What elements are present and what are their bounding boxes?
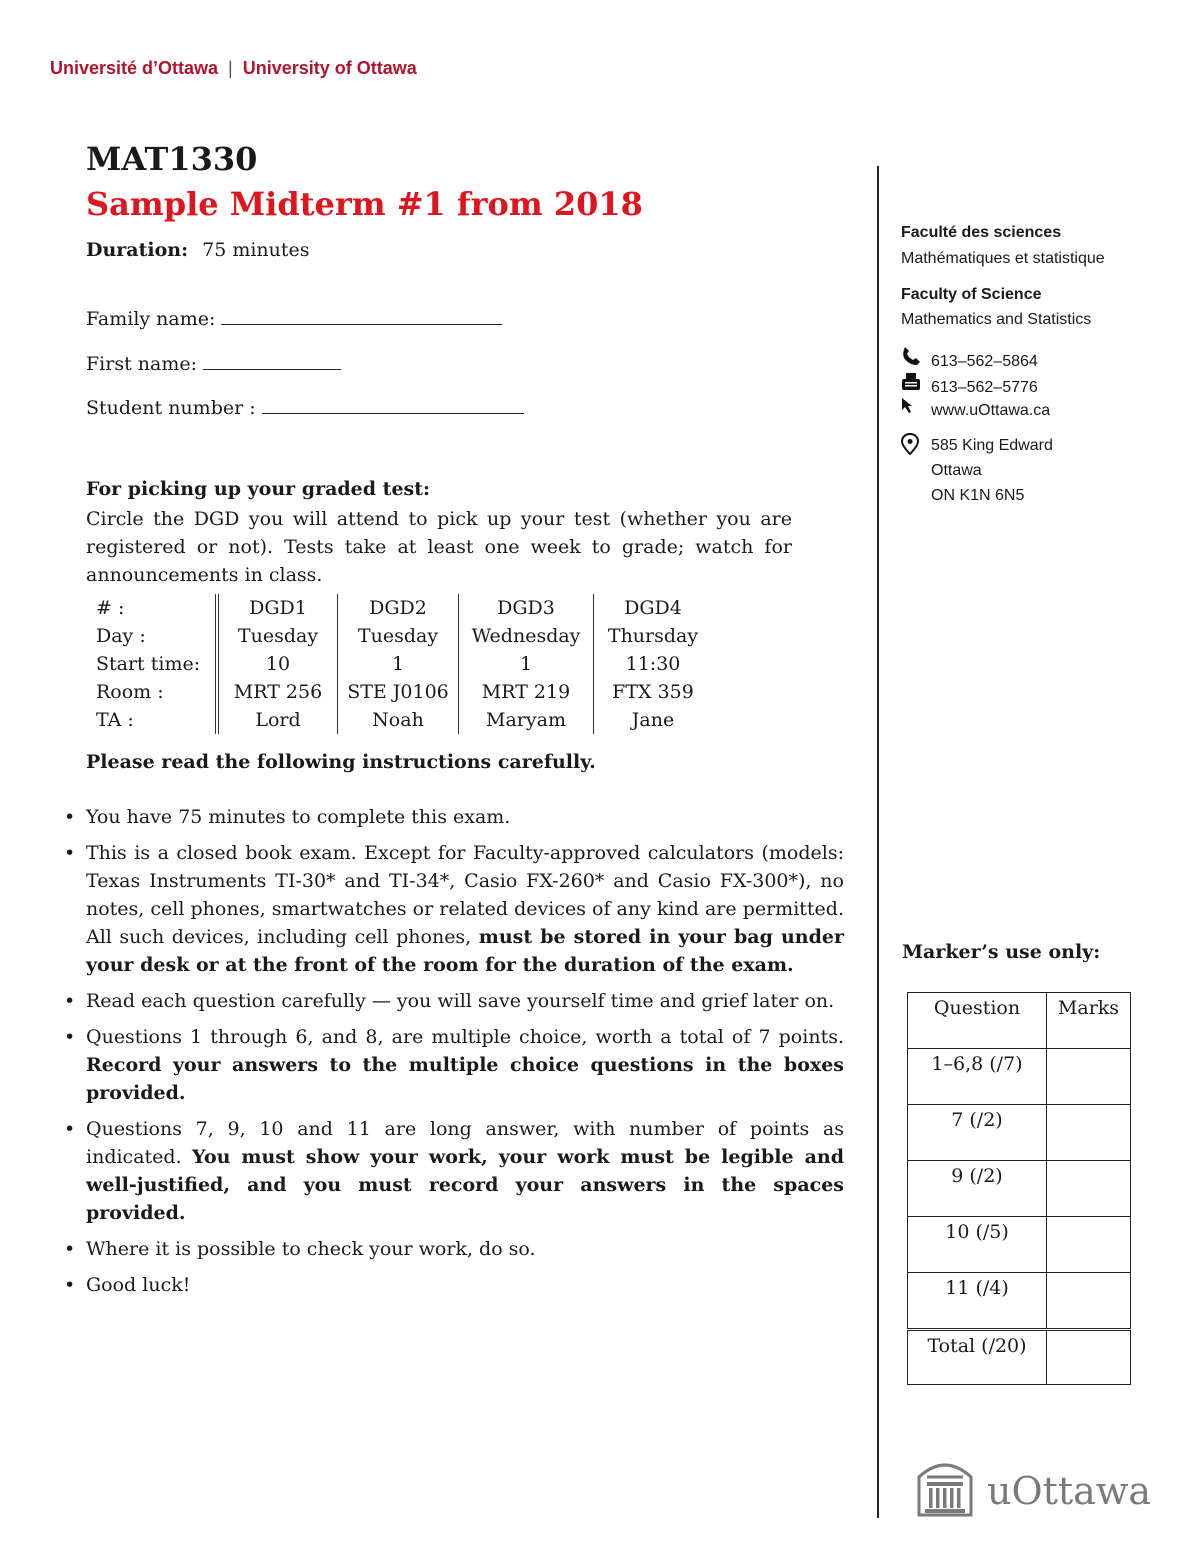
first-name-field [86, 351, 341, 375]
faculty-fr-dept: Mathématiques et statistique [901, 250, 1105, 267]
instructions-heading: Please read the following instructions carefully. [86, 751, 596, 773]
column-header-question: Question [908, 993, 1047, 1049]
list-item [62, 1235, 844, 1263]
phone-number: 613–562–5864 [931, 353, 1038, 370]
header-separator: | [228, 58, 233, 78]
table-cell: Thursday [607, 625, 699, 647]
instruction-bold: You must show your work, your work must be legible and well-justified, and you must record your answers in the spaces provided. [86, 1146, 844, 1224]
uottawa-building-logo [915, 1504, 975, 1523]
column-divider [877, 166, 879, 1518]
marks-cell[interactable] [1047, 1161, 1131, 1217]
postal-address [931, 433, 1053, 508]
cursor-icon [901, 397, 931, 420]
table-cell: Wednesday [459, 622, 594, 650]
fax-number: 613–562–5776 [931, 379, 1038, 396]
duration-label: Duration: [86, 239, 189, 261]
dgd-table [88, 594, 712, 734]
table-row [88, 650, 712, 678]
list-item [62, 1271, 844, 1299]
list-item [62, 839, 844, 979]
uottawa-logo [915, 1455, 1152, 1523]
faculty-fr-title: Faculté des sciences [901, 224, 1062, 241]
pickup-instructions: Circle the DGD you will attend to pick up your test (whether you are registered or not). Tests take at least one week to grade; watch for announcements in class. [86, 508, 792, 586]
location-pin-icon [901, 433, 931, 463]
instruction-text: Good luck! [86, 1274, 191, 1296]
table-row [908, 1105, 1131, 1161]
table-cell: 1 [459, 650, 594, 678]
question-cell: 11 (/4) [908, 1273, 1047, 1330]
row-label: # : [88, 594, 217, 622]
list-item [62, 1115, 844, 1227]
instruction-text: Read each question carefully — you will save yourself time and grief later on. [86, 990, 835, 1012]
fax-icon [901, 372, 931, 397]
duration-value: 75 minutes [202, 239, 310, 261]
row-label: Start time: [88, 650, 217, 678]
total-row [908, 1330, 1131, 1385]
phone-icon [901, 346, 931, 371]
row-label: TA : [88, 706, 217, 734]
list-item [62, 987, 844, 1015]
address-line: Ottawa [931, 462, 982, 479]
table-cell: MRT 219 [459, 678, 594, 706]
table-cell: 10 [217, 650, 338, 678]
instruction-text: This is a closed book exam. Except for Faculty-approved calculators (models: Texas Instruments TI-30* and TI-34*, Casio FX-260* and Casio FX-300*), no notes, cell phones, smartwatches or related devices of any kind are permitted. All such devices, including cell phones, [86, 842, 844, 948]
table-row [908, 1273, 1131, 1330]
website-link[interactable]: www.uOttawa.ca [931, 402, 1051, 419]
question-cell: 7 (/2) [908, 1105, 1047, 1161]
student-number-field [86, 395, 524, 419]
dgd-cell[interactable]: DGD1 [217, 594, 338, 622]
marks-cell[interactable] [1047, 1217, 1131, 1273]
marks-cell[interactable] [1047, 1105, 1131, 1161]
marks-cell[interactable] [1047, 1049, 1131, 1105]
dgd-cell[interactable]: DGD2 [338, 594, 459, 622]
table-cell: STE J0106 [338, 678, 459, 706]
uottawa-wordmark: uOttawa [987, 1469, 1152, 1513]
faculty-en-dept: Mathematics and Statistics [901, 311, 1092, 328]
instruction-bold: must be stored in your bag under your desk or at the front of the room for the duration of the exam. [86, 926, 844, 976]
question-cell: 1–6,8 (/7) [908, 1049, 1047, 1105]
table-cell: 11:30 [625, 653, 681, 675]
instruction-text: Questions 1 through 6, and 8, are multiple choice, worth a total of 7 points. [86, 1026, 844, 1048]
question-cell: 9 (/2) [908, 1161, 1047, 1217]
phone-contact [901, 346, 1038, 371]
family-name-field [86, 306, 502, 330]
university-name-fr: Université d’Ottawa [50, 58, 219, 78]
fax-contact [901, 372, 1038, 397]
first-name-input[interactable] [203, 351, 341, 370]
list-item [62, 803, 844, 831]
dgd-cell[interactable]: DGD3 [459, 594, 594, 622]
table-row [88, 678, 712, 706]
instruction-bold: Record your answers to the multiple choice questions in the boxes provided. [86, 1054, 844, 1104]
total-marks-cell[interactable] [1047, 1330, 1131, 1385]
marks-cell[interactable] [1047, 1273, 1131, 1330]
table-row [88, 622, 712, 650]
address-line: 585 King Edward [931, 437, 1053, 454]
instruction-text: Where it is possible to check your work, do so. [86, 1238, 536, 1260]
table-cell: 1 [338, 650, 459, 678]
total-label: Total (/20) [908, 1330, 1047, 1385]
row-label: Day : [88, 622, 217, 650]
table-cell: Tuesday [217, 622, 338, 650]
table-cell: Noah [338, 706, 459, 734]
university-name-en: University of Ottawa [242, 58, 417, 78]
instruction-text: You have 75 minutes to complete this exam. [86, 806, 511, 828]
list-item [62, 1023, 844, 1107]
family-name-input[interactable] [221, 306, 502, 325]
exam-title: Sample Midterm #1 from 2018 [86, 185, 643, 223]
family-name-label: Family name: [86, 308, 216, 330]
student-number-input[interactable] [262, 395, 524, 414]
table-cell: FTX 359 [612, 681, 694, 703]
table-row [88, 594, 712, 622]
dgd-cell[interactable]: DGD4 [624, 597, 682, 619]
duration [86, 239, 310, 261]
marker-heading: Marker’s use only: [902, 941, 1101, 963]
table-row [908, 1217, 1131, 1273]
table-cell: MRT 256 [217, 678, 338, 706]
table-cell: Jane [631, 709, 675, 731]
table-cell: Maryam [459, 706, 594, 734]
table-cell: Tuesday [338, 622, 459, 650]
web-contact [901, 397, 1050, 420]
instructions-list [62, 803, 844, 1307]
instruction-text: Questions 7, 9, 10 and 11 are long answer, with number of points as indicated. [86, 1118, 844, 1168]
marks-table [907, 992, 1131, 1385]
row-label: Room : [88, 678, 217, 706]
pickup-heading: For picking up your graded test: [86, 478, 431, 500]
student-number-label: Student number : [86, 397, 256, 419]
table-cell: Lord [217, 706, 338, 734]
faculty-en-title: Faculty of Science [901, 286, 1042, 303]
address-contact [901, 433, 1053, 508]
course-code: MAT1330 [86, 140, 258, 178]
table-row [88, 706, 712, 734]
table-row [908, 1049, 1131, 1105]
table-header-row [908, 993, 1131, 1049]
university-header [50, 58, 417, 79]
question-cell: 10 (/5) [908, 1217, 1047, 1273]
table-row [908, 1161, 1131, 1217]
first-name-label: First name: [86, 353, 197, 375]
address-line: ON K1N 6N5 [931, 487, 1025, 504]
column-header-marks: Marks [1047, 993, 1131, 1049]
